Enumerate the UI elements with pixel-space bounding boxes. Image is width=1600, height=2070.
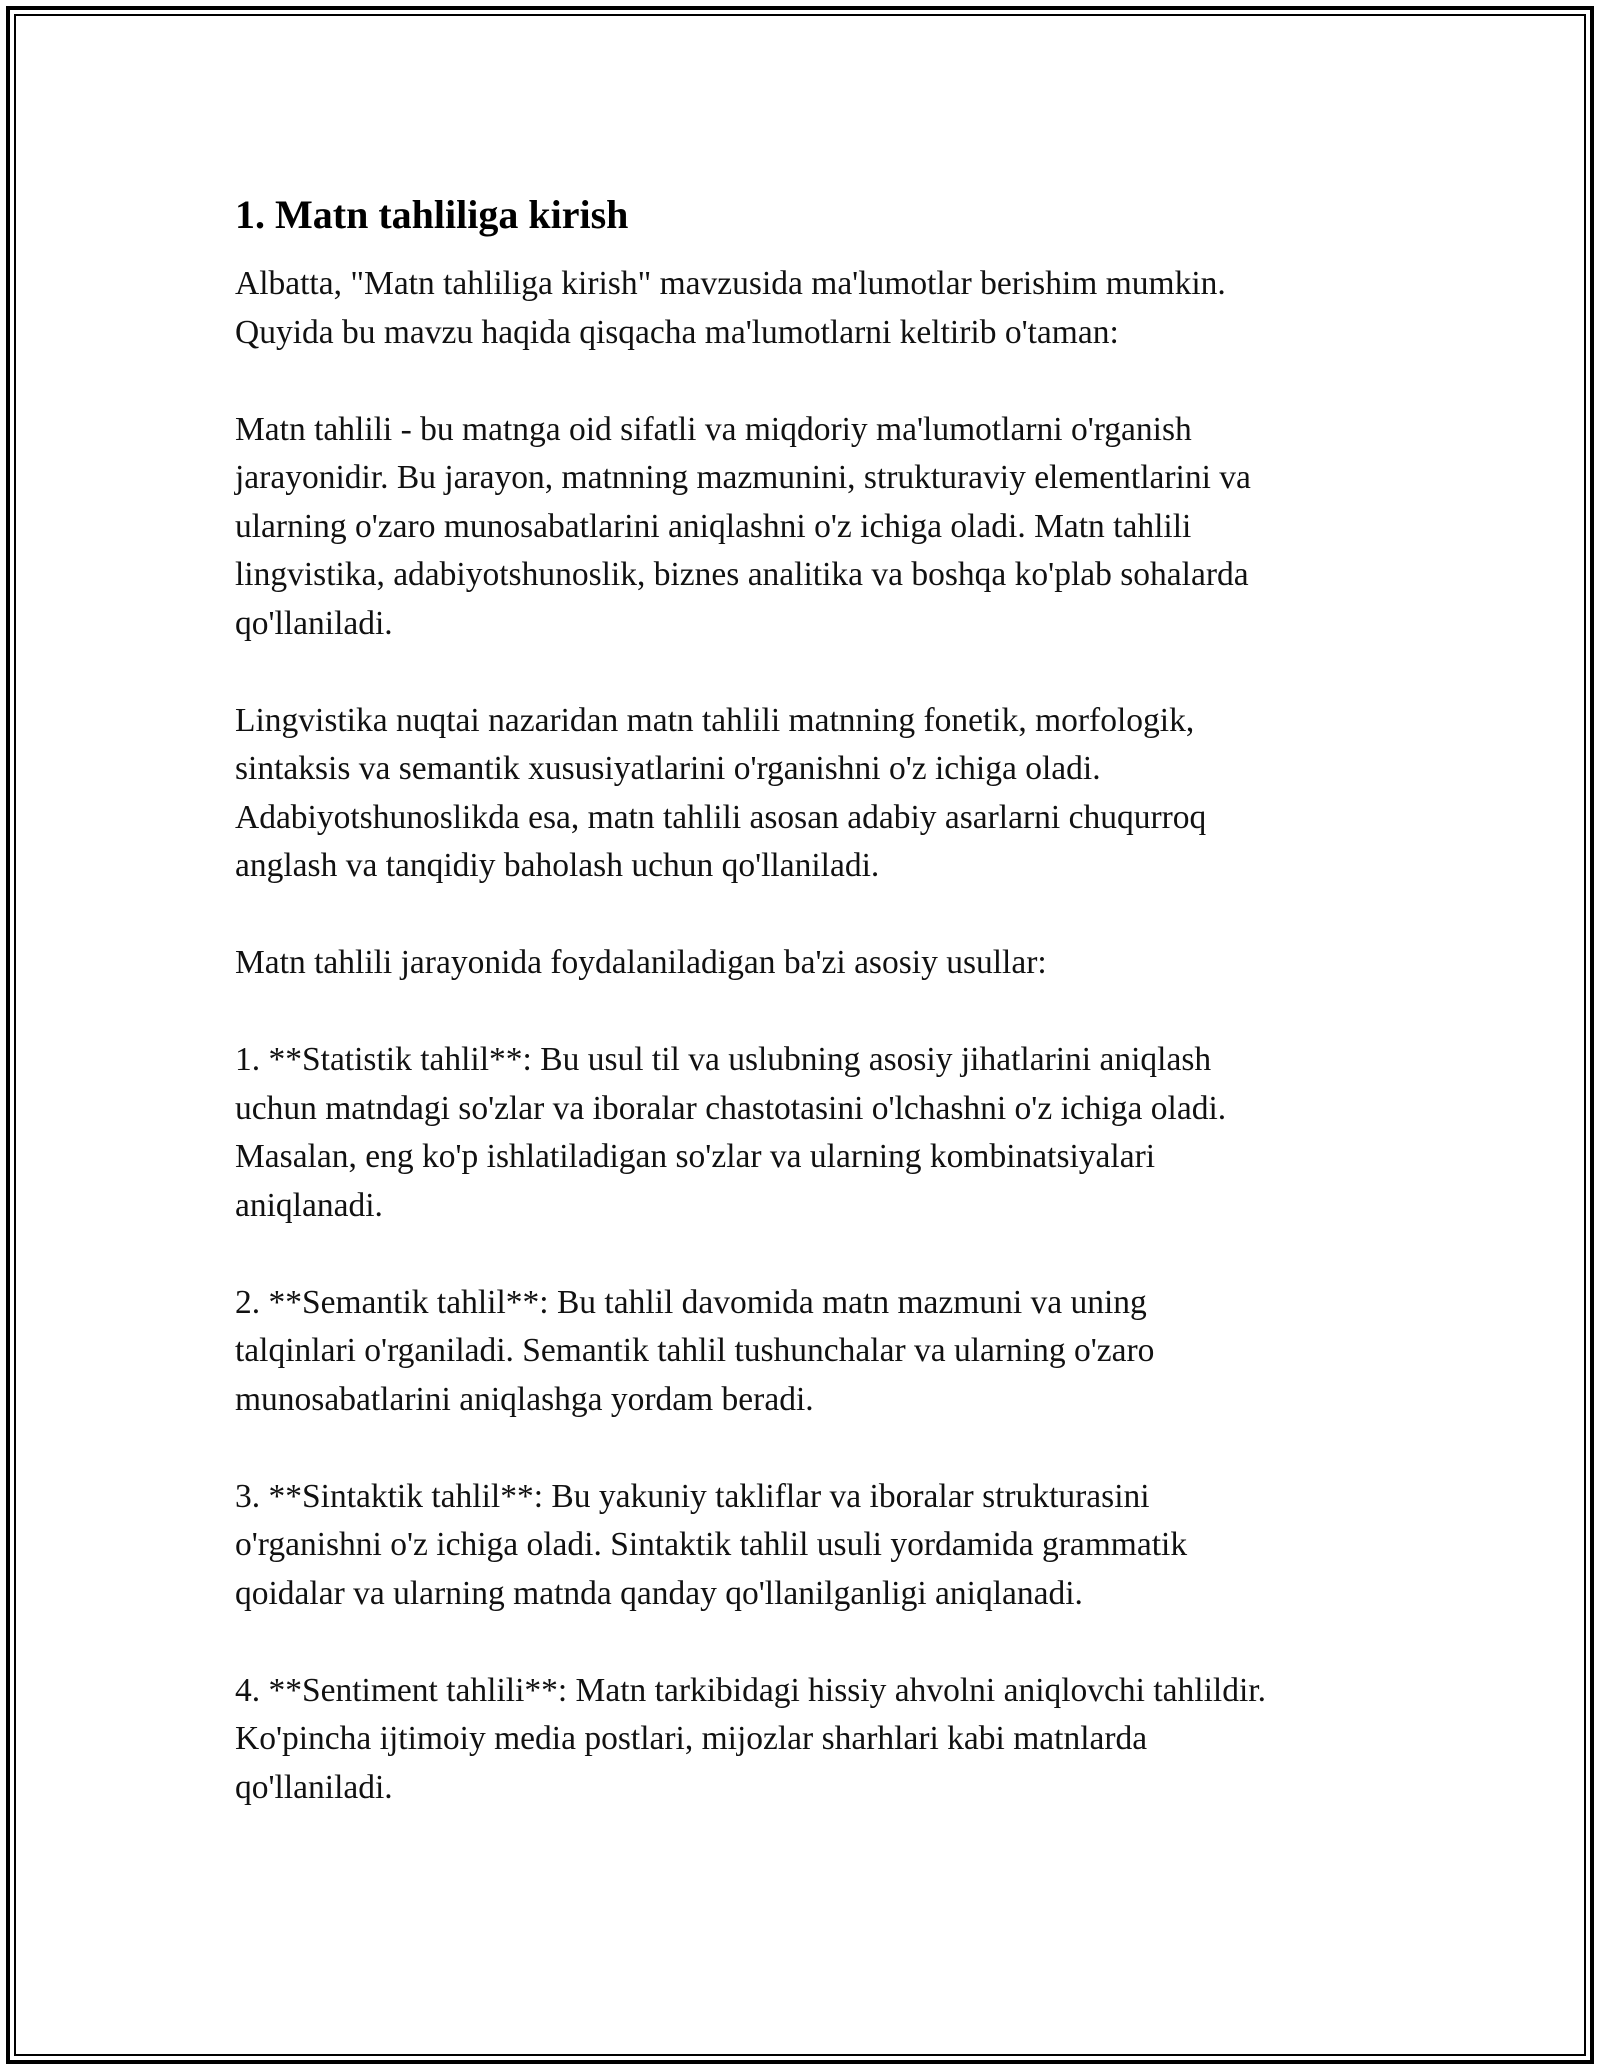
document-body	[235, 186, 1395, 1812]
paragraph-linguistics: Lingvistika nuqtai nazaridan matn tahlili matnning fonetik, morfologik, sintaksis va semantik xususiyatlarini o'rganishni o'z ichiga oladi. Adabiyotshunoslikda esa, matn tahlili asosan adabiy asarlarni chuqurroq anglash va tanqidiy baholash uchun qo'llaniladi.	[235, 701, 1207, 884]
list-item-syntactic: 3. **Sintaktik tahlil**: Bu yakuniy takliflar va iboralar strukturasini o'rganishni o'z ichiga oladi. Sintaktik tahlil usuli yordamida grammatik qoidalar va ularning matnda qanday qo'llanilganligi aniqlanadi.	[235, 1477, 1188, 1612]
list-item-semantic: 2. **Semantik tahlil**: Bu tahlil davomida matn mazmuni va uning talqinlari o'rganiladi. Semantik tahlil tushunchalar va ularning o'zaro munosabatlarini aniqlashga yordam beradi.	[235, 1283, 1155, 1418]
list-item-statistical: 1. **Statistik tahlil**: Bu usul til va uslubning asosiy jihatlarini aniqlash uchun matndagi so'zlar va iboralar chastotasini o'lchashni o'z ichiga oladi. Masalan, eng ko'p ishlatiladigan so'zlar va ularning kombinatsiyalari aniqlanadi.	[235, 1041, 1227, 1224]
document-heading: 1. Matn tahliliga kirish	[235, 192, 629, 237]
paragraph-definition: Matn tahlili - bu matnga oid sifatli va miqdoriy ma'lumotlarni o'rganish jarayonidir. Bu jarayon, matnning mazmunini, strukturaviy elementlarini va ularning o'zaro munosabatlarini aniqlashni o'z ichiga oladi. Matn tahlili lingvistika, adabiyotshunoslik, biznes analitika va boshqa ko'plab sohalarda qo'llaniladi.	[235, 410, 1251, 642]
paragraph-methods-intro: Matn tahlili jarayonida foydalaniladigan ba'zi asosiy usullar:	[235, 944, 1047, 981]
paragraph-intro: Albatta, "Matn tahliliga kirish" mavzusida ma'lumotlar berishim mumkin. Quyida bu mavzu haqida qisqacha ma'lumotlarni keltirib o'taman:	[235, 265, 1226, 351]
list-item-sentiment: 4. **Sentiment tahlili**: Matn tarkibidagi hissiy ahvolni aniqlovchi tahlildir. Ko'pincha ijtimoiy media postlari, mijozlar sharhlari kabi matnlarda qo'llaniladi.	[235, 1671, 1266, 1806]
